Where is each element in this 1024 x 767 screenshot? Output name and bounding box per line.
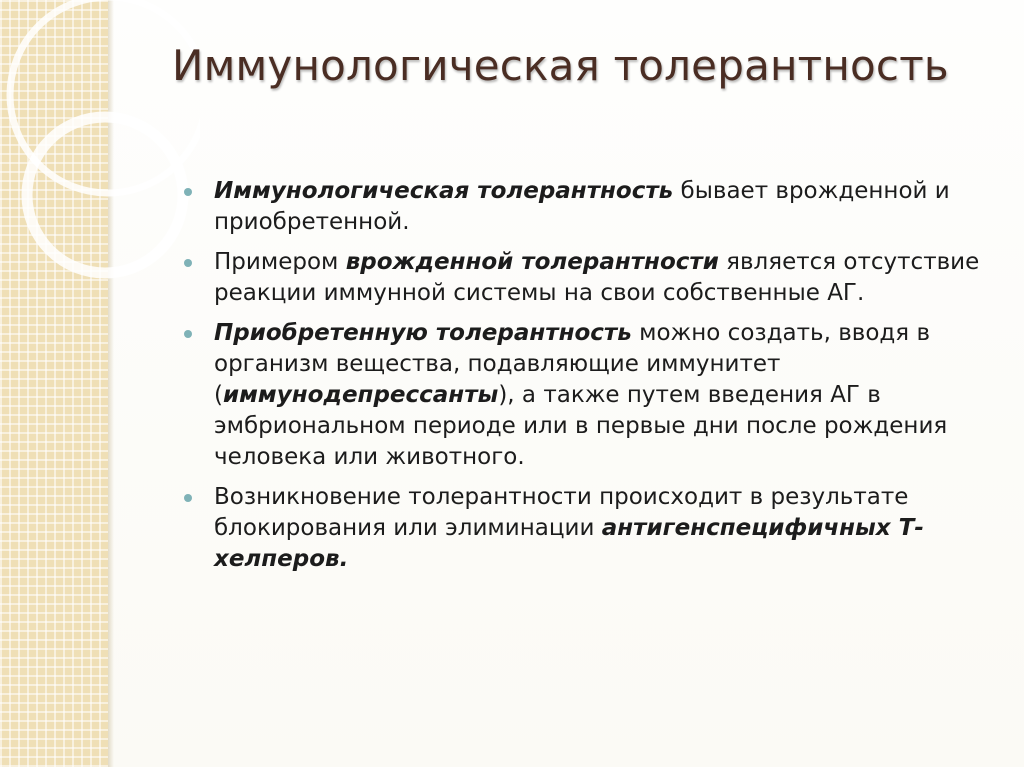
body-text: можно создать, вводя в организм вещества, подавляющие иммунитет ( [214,320,930,408]
bullet-item [184,482,1009,575]
emphasis-text: антигенспецифичных Т-хелперов. [214,515,924,572]
body-text: бывает врожденной и приобретенной. [214,178,950,235]
bullet-list [184,176,1009,584]
bullet-item [184,176,1009,238]
emphasis-text: врожденной толерантности [345,249,719,275]
body-text: ), а также путем введения АГ в эмбриональном периоде или в первые дни после рождения человека или животного. [214,382,948,470]
body-text: Возникновение толерантности происходит в результате блокирования или элиминации [214,484,909,541]
bullet-item [184,318,1009,473]
side-strip-shadow [108,0,114,767]
bullet-item [184,247,1009,309]
bullet-dot-icon [184,330,192,338]
patterned-side-strip [0,0,108,767]
emphasis-text: Приобретенную толерантность [214,320,632,346]
slide-title: Иммунологическая толерантность [172,41,949,90]
body-text: Примером [214,249,346,275]
emphasis-text: иммунодепрессанты [222,382,499,408]
emphasis-text: Иммунологическая толерантность [214,178,674,204]
bullet-dot-icon [184,259,192,267]
body-text: является отсутствие реакции иммунной системы на свои собственные АГ. [214,249,980,306]
bullet-dot-icon [184,188,192,196]
bullet-dot-icon [184,494,192,502]
